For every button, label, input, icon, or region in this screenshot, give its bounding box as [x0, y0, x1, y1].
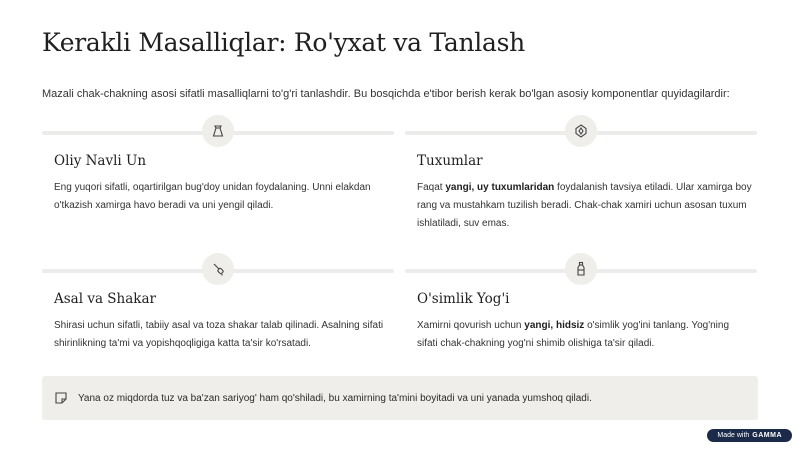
card-text: Shirasi uchun sifatli, tabiiy asal va toza shakar talab qilinadi. Asalning sifati shirinlikning ta'mi va yopishqoqligiga katta ta'sir ko'rsatadi.	[54, 320, 384, 349]
page-title: Kerakli Masalliqlar: Ro'yxat va Tanlash	[42, 28, 525, 57]
info-note	[42, 376, 758, 420]
intro-text: Mazali chak-chakning asosi sifatli masalliqlarni to'g'ri tanlashdir. Bu bosqichda e'tibor berish kerak bo'lgan asosiy komponentlar quyidagilardir:	[42, 88, 730, 100]
card-text-end: o'simlik yog'ini tanlang. Yog'ning sifati chak-chakning yog'ni shimib olishiga ta'sir qiladi.	[417, 320, 730, 349]
card-text-start: Xamirni qovurish uchun	[417, 320, 525, 331]
card-heading: Tuxumlar	[417, 153, 483, 169]
card-heading: O'simlik Yog'i	[417, 291, 510, 307]
card-text	[417, 179, 752, 233]
honey-dipper-icon	[202, 253, 234, 285]
flour-bag-icon	[202, 115, 234, 147]
card-text: Eng yuqori sifatli, oqartirilgan bug'doy unidan foydalaning. Unni elakdan o'tkazish xamirga havo beradi va uni yengil qiladi.	[54, 182, 371, 211]
oil-bottle-icon	[565, 253, 597, 285]
badge-prefix: Made with	[717, 432, 750, 439]
made-with-gamma-badge[interactable]	[707, 429, 792, 442]
card-text-start: Faqat	[417, 182, 446, 193]
card-heading: Oliy Navli Un	[54, 153, 147, 169]
card-text	[417, 317, 752, 353]
note-text: Yana oz miqdorda tuz va ba'zan sariyog' ham qo'shiladi, bu xamirning ta'mini boyitadi va uni yanada yumshoq qiladi.	[78, 392, 592, 404]
card-text-emphasis: yangi, hidsiz	[524, 320, 585, 331]
egg-icon	[565, 115, 597, 147]
card-text-end: foydalanish tavsiya etiladi. Ular xamirga boy rang va mustahkam tuzilish beradi. Chak-chak xamiri uchun asosan tuxum ishlatiladi, suv emas.	[417, 182, 752, 229]
sticky-note-icon	[54, 391, 68, 405]
card-text-emphasis: yangi, uy tuxumlaridan	[445, 182, 555, 193]
badge-brand: GAMMA	[752, 432, 782, 439]
card-heading: Asal va Shakar	[54, 291, 156, 307]
